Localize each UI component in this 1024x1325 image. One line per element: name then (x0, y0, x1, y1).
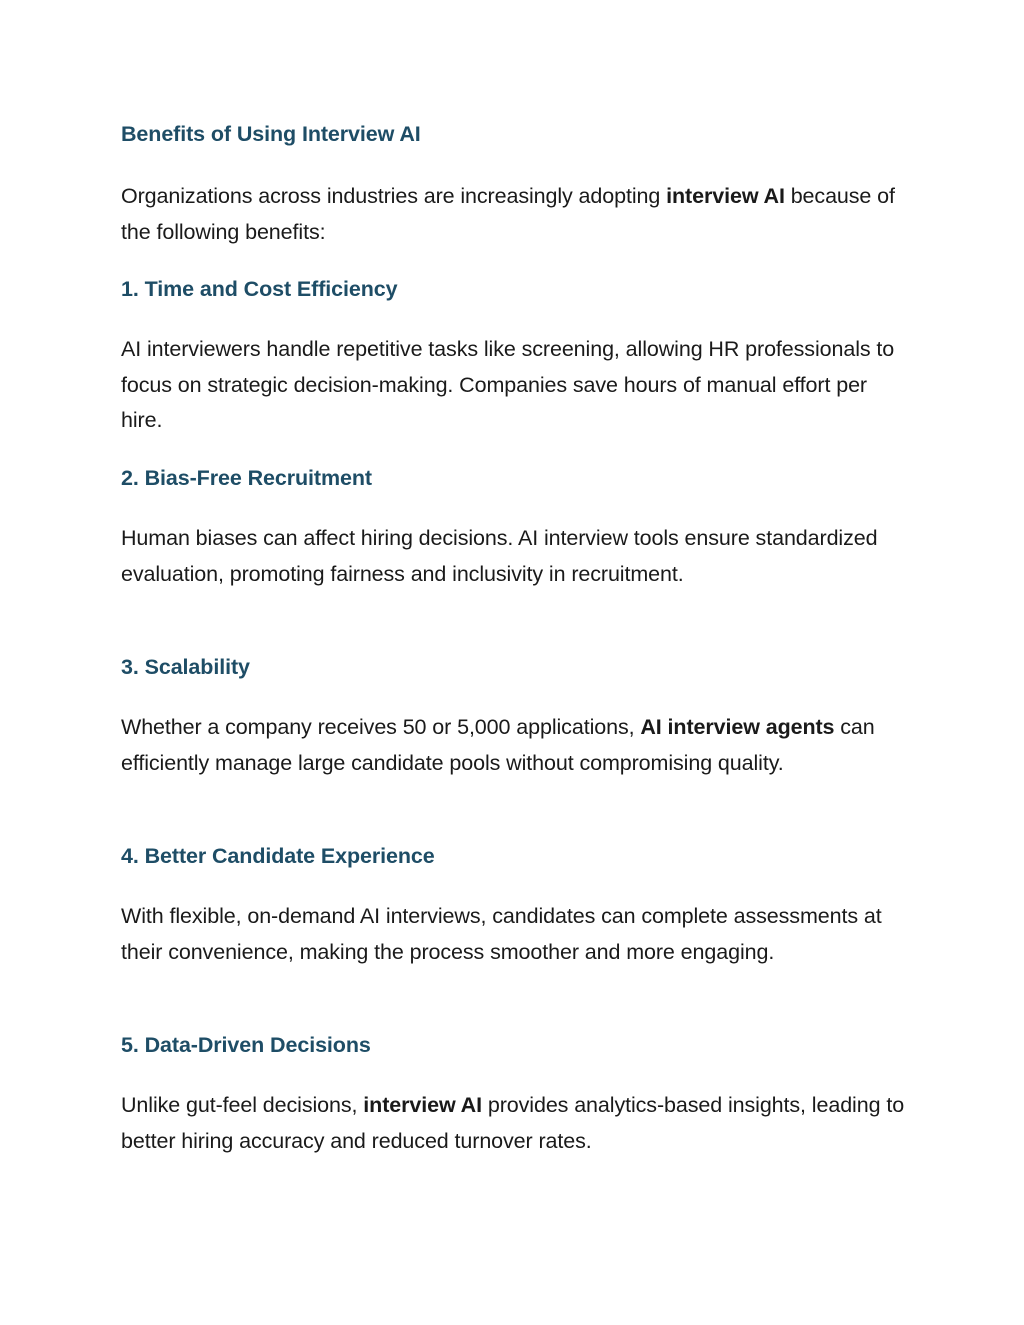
section-body-bias-free: Human biases can affect hiring decisions. AI interview tools ensure standardized evaluation, promoting fairness and inclusivity in recruitment. (121, 526, 878, 586)
section-heading-bias-free: 2. Bias-Free Recruitment (121, 466, 372, 490)
scalability-text-end: can efficiently manage large candidate pools without compromising quality. (121, 715, 875, 775)
section-body-scalability (121, 710, 911, 781)
scalability-bold-term: AI interview agents (640, 715, 835, 739)
intro-paragraph (121, 179, 911, 250)
section-body-candidate-experience: With flexible, on-demand AI interviews, candidates can complete assessments at their convenience, making the process smoother and more engaging. (121, 904, 882, 964)
section-heading-candidate-experience: 4. Better Candidate Experience (121, 844, 435, 868)
section-heading-data-driven: 5. Data-Driven Decisions (121, 1033, 371, 1057)
scalability-text: Whether a company receives 50 or 5,000 applications, (121, 715, 641, 739)
section-body-time-cost: AI interviewers handle repetitive tasks like screening, allowing HR professionals to focus on strategic decision-making. Companies save hours of manual effort per hire. (121, 337, 895, 432)
data-driven-bold-term: interview AI (363, 1093, 482, 1117)
data-driven-text-end: provides analytics-based insights, leading to better hiring accuracy and reduced turnover rates. (121, 1093, 905, 1153)
intro-bold-term: interview AI (666, 184, 785, 208)
intro-text: Organizations across industries are increasingly adopting (121, 184, 667, 208)
intro-text-end: because of the following benefits: (121, 184, 895, 244)
data-driven-text: Unlike gut-feel decisions, (121, 1093, 364, 1117)
section-heading-scalability: 3. Scalability (121, 655, 250, 679)
page-title: Benefits of Using Interview AI (121, 122, 421, 146)
section-body-data-driven (121, 1088, 911, 1159)
section-heading-time-cost: 1. Time and Cost Efficiency (121, 277, 398, 301)
